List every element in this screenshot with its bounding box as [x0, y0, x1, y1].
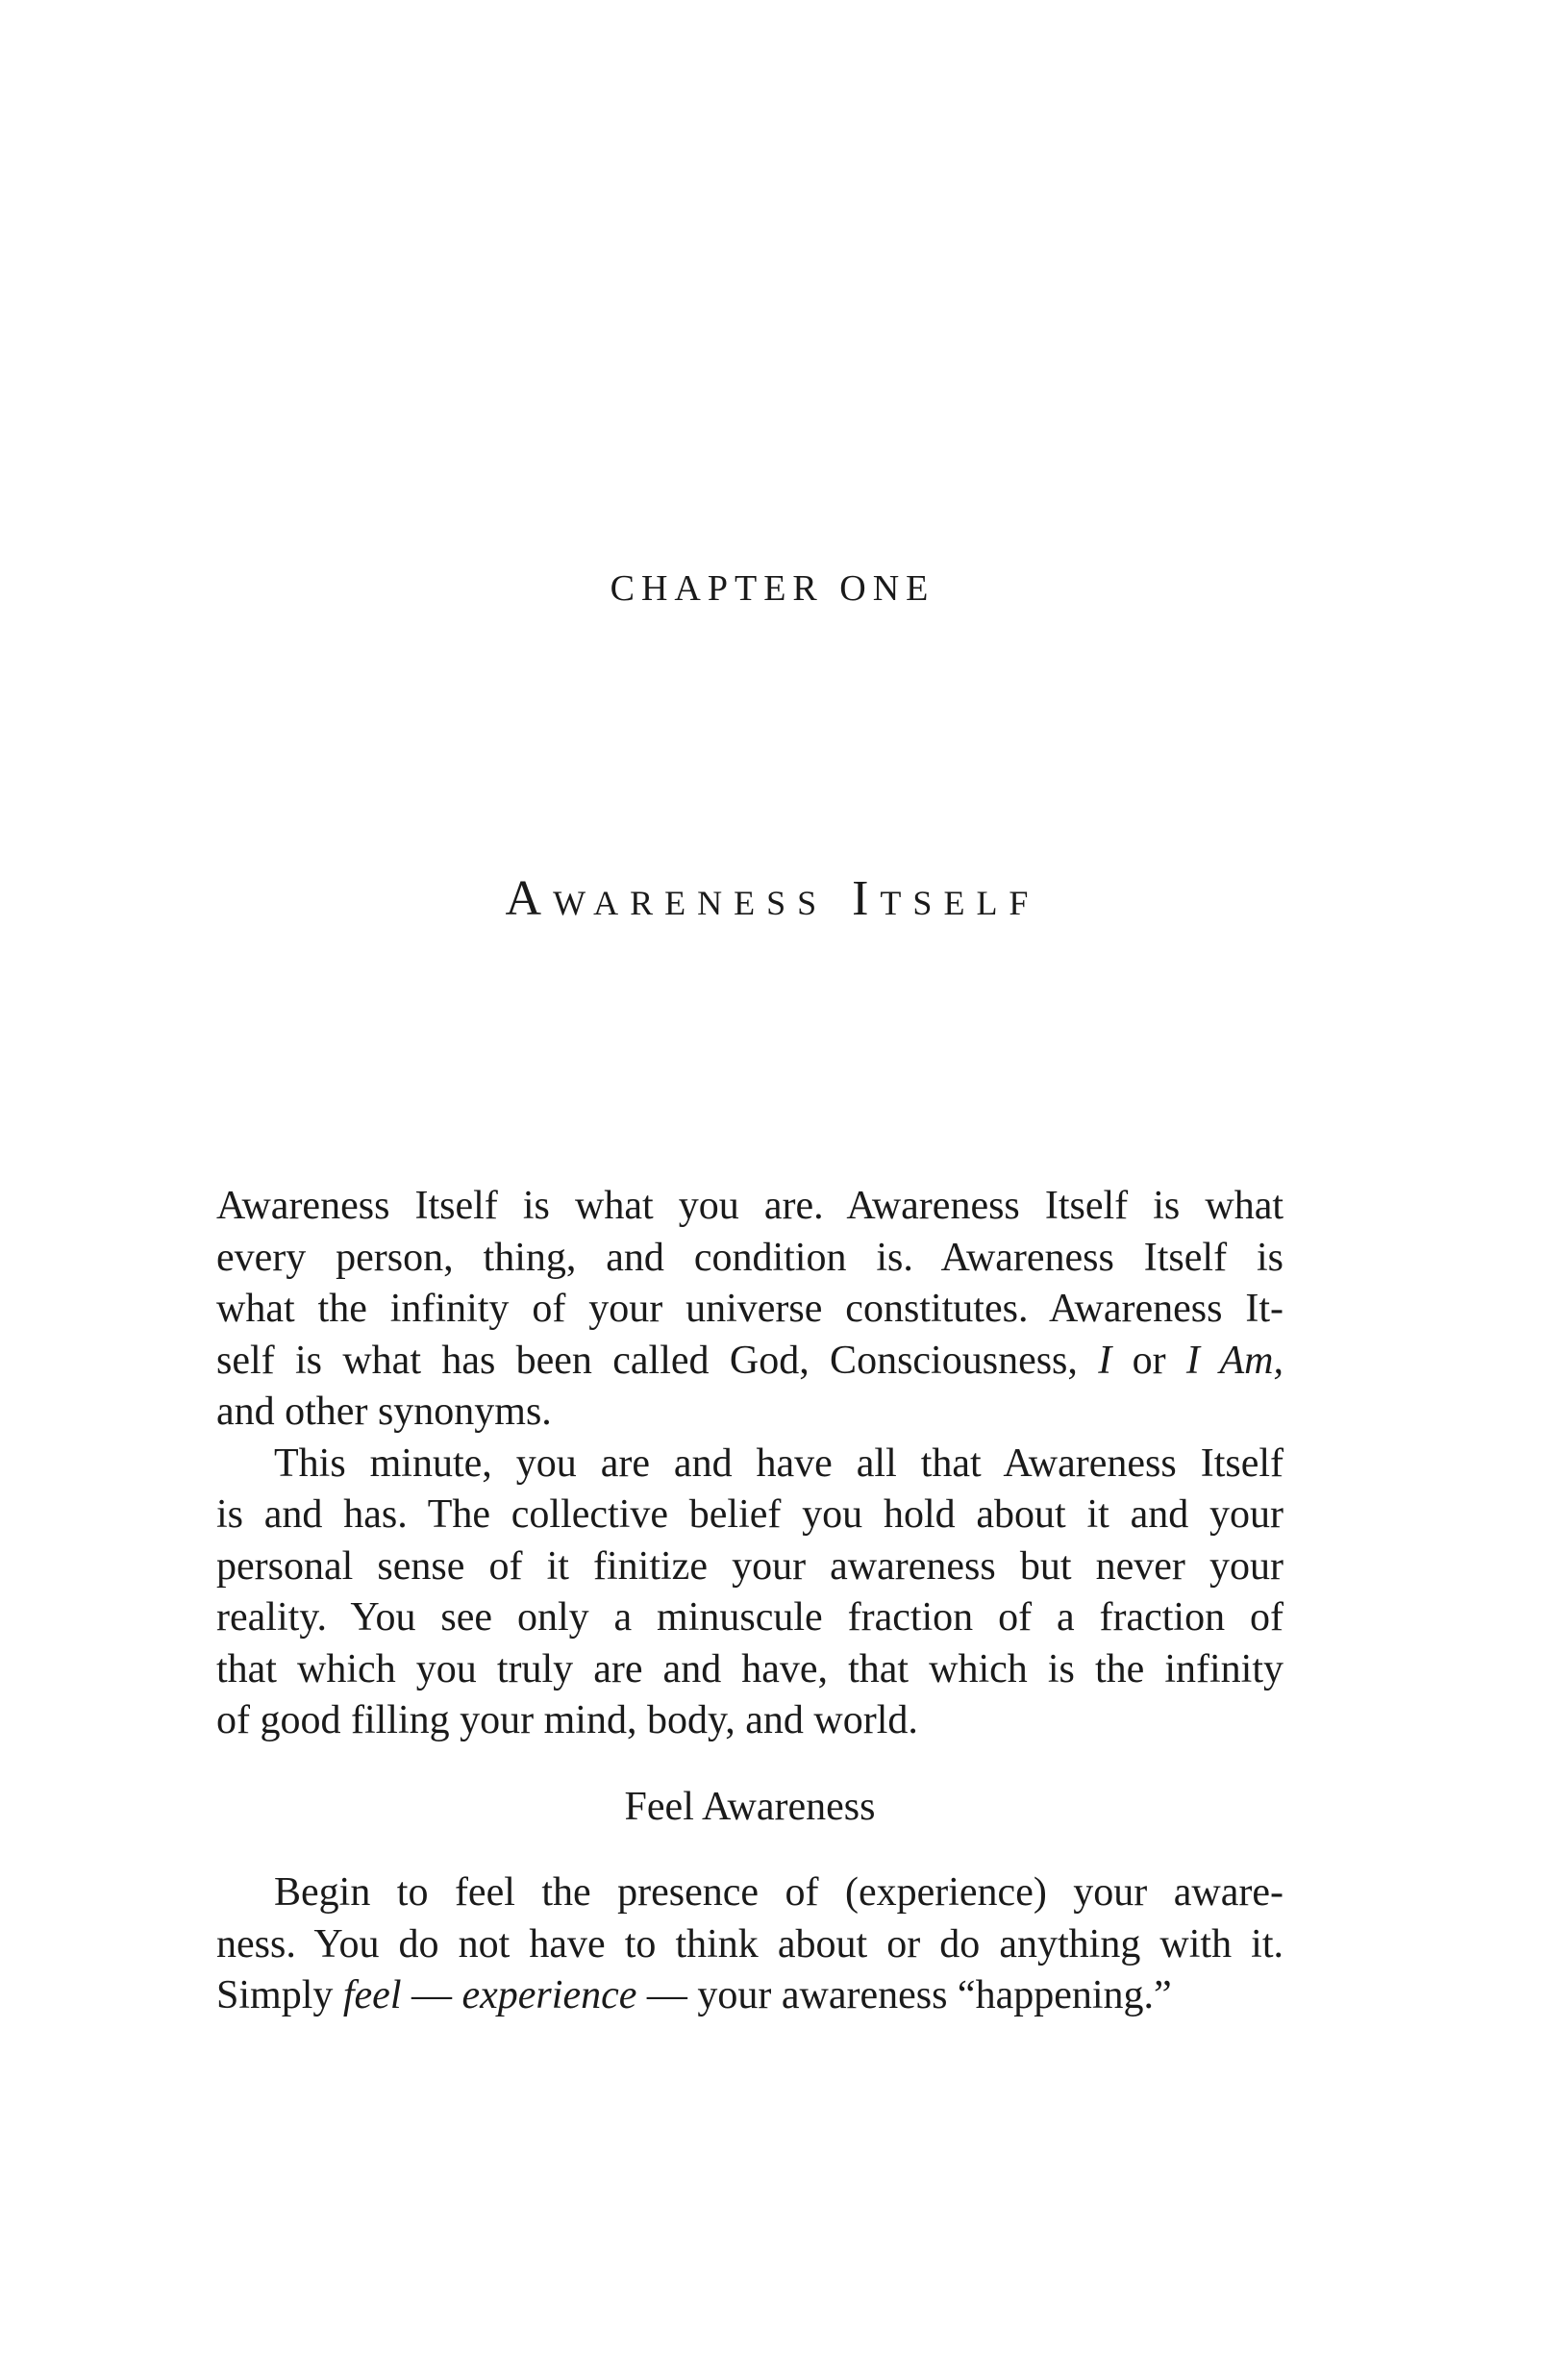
text-line: personal sense of it finitize your awareness but never your [216, 1543, 1283, 1589]
text-run: or [1111, 1338, 1186, 1383]
chapter-label: CHAPTER ONE [610, 568, 935, 609]
text-line: what the infinity of your universe constitutes. Awareness It- [216, 1287, 1283, 1331]
italic-text: feel [342, 1973, 402, 2017]
text-line [216, 1970, 1283, 2022]
body-text [216, 1181, 1283, 2022]
text-run: — your awareness “happening.” [636, 1973, 1172, 2017]
text-line: reality. You see only a minuscule fraction of a fraction of [216, 1595, 1283, 1640]
text-line: Awareness Itself is what you are. Awareness Itself is what [216, 1184, 1283, 1228]
text-run: — [401, 1973, 462, 2017]
text-line: This minute, you are and have all that Awareness Itself [274, 1441, 1283, 1486]
paragraph-2 [216, 1439, 1283, 1747]
text-line: and other synonyms. [216, 1390, 552, 1434]
paragraph-3 [216, 1867, 1283, 2022]
text-run: Simply [216, 1973, 343, 2017]
paragraph-1 [216, 1181, 1283, 1439]
italic-text: I Am, [1185, 1338, 1283, 1383]
text-run: self is what has been called God, Consciousness, [216, 1338, 1099, 1383]
text-line: of good filling your mind, body, and world. [216, 1698, 918, 1742]
text-line: is and has. The collective belief you hold about it and your [216, 1492, 1283, 1537]
section-heading: Feel Awareness [624, 1784, 876, 1829]
text-line: that which you truly are and have, that which is the infinity [216, 1646, 1283, 1691]
italic-text: I [1098, 1338, 1112, 1383]
italic-text: experience [461, 1973, 637, 2017]
text-line: ness. You do not have to think about or do anything with it. [216, 1921, 1283, 1967]
text-line: Begin to feel the presence of (experience) your aware- [274, 1870, 1283, 1915]
text-line: every person, thing, and condition is. Awareness Itself is [216, 1235, 1283, 1280]
text-line [216, 1336, 1283, 1388]
chapter-title: Awareness Itself [505, 871, 1040, 926]
